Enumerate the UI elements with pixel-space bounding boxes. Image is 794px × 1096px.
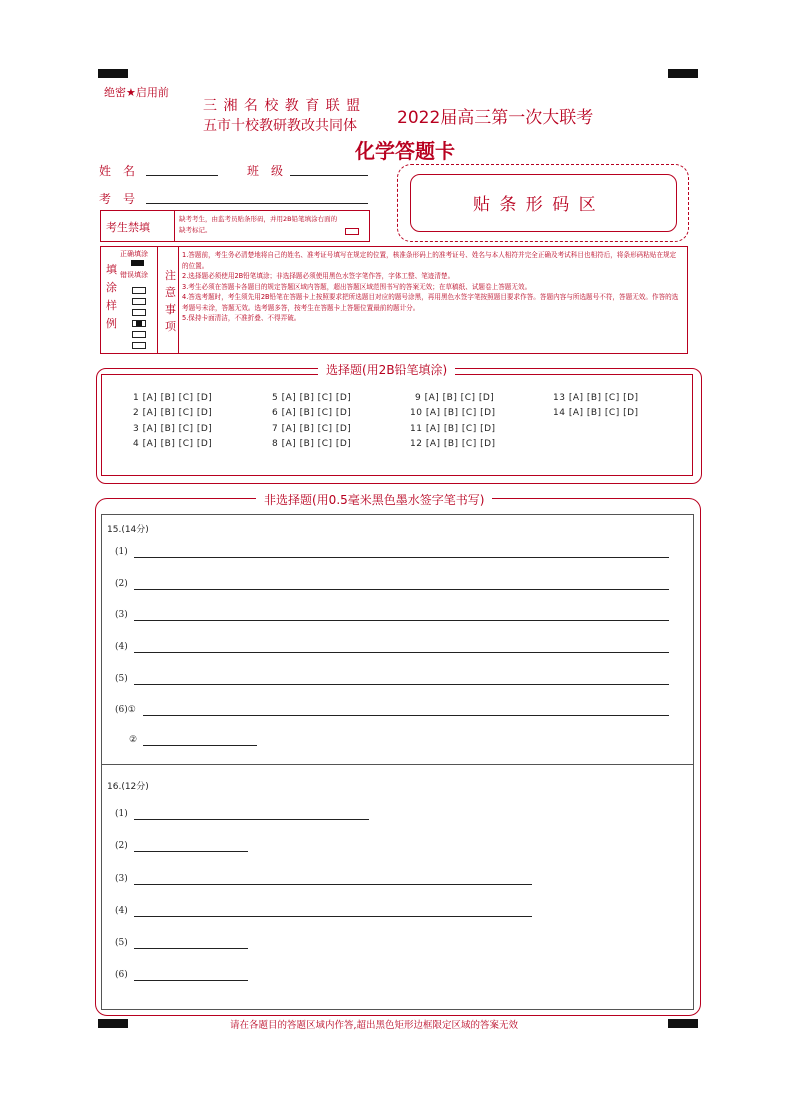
choice-row[interactable]: 8 [A] [B] [C] [D] — [272, 439, 352, 449]
answer-label: (2) — [115, 579, 128, 589]
footer-note: 请在各题目的答题区域内作答,超出黑色矩形边框限定区域的答案无效 — [230, 1020, 519, 1031]
choice-row[interactable]: 10 [A] [B] [C] [D] — [410, 408, 496, 418]
notice-side-char: 注 — [165, 269, 176, 282]
choice-row[interactable]: 2 [A] [B] [C] [D] — [133, 408, 213, 418]
choice-row[interactable]: 4 [A] [B] [C] [D] — [133, 439, 213, 449]
position-mark-bottom-right — [668, 1019, 698, 1028]
answer-label: (6) — [115, 970, 128, 980]
notice-item: 2.选择题必须使用2B铅笔填涂；非选择题必须使用黑色水签字笔作答，字体工整、笔迹清楚。 — [182, 272, 455, 280]
notice-side-label — [165, 267, 177, 335]
answer-label: (3) — [115, 874, 128, 884]
notice-item: 5.保持卡面清洁，不准折叠、不得弄破。 — [182, 314, 301, 322]
answer-line[interactable] — [134, 652, 669, 653]
question-15-title: 15.(14分) — [107, 525, 149, 535]
fill-correct-label: 正确填涂 — [120, 250, 148, 258]
choice-row[interactable]: 7 [A] [B] [C] [D] — [272, 424, 352, 434]
answer-label: (3) — [115, 610, 128, 620]
answer-line[interactable] — [134, 851, 248, 852]
answer-line[interactable] — [134, 557, 669, 558]
answer-line[interactable] — [143, 715, 669, 716]
notice-item: 4.答选考题时，考生须先用2B铅笔在答题卡上按照要求把所选题目对应的题号涂黑，再用黑色水签字笔按照题目要求作答。答题内容与所选题号不符，答题无效。作答的选考题号未涂，答题无效。选考题多答，按考生在答题卡上答题位置最前的题计分。 — [182, 293, 679, 312]
notice-side-char: 事 — [165, 303, 176, 316]
organization-line-2: 五市十校教研教改共同体 — [203, 118, 357, 134]
choice-row[interactable]: 14 [A] [B] [C] [D] — [553, 408, 639, 418]
answer-label: (4) — [115, 642, 128, 652]
exam-id-label: 考 号 — [99, 192, 136, 206]
class-field[interactable] — [290, 175, 368, 176]
name-field[interactable] — [146, 175, 218, 176]
wrong-fill-swatch-slash — [132, 309, 146, 316]
barcode-label: 贴 条 形 码 区 — [473, 195, 598, 215]
question-divider — [101, 764, 693, 765]
nonchoice-title: 非选择题(用0.5毫米黑色墨水签字笔书写) — [256, 491, 492, 508]
choice-row[interactable]: 3 [A] [B] [C] [D] — [133, 424, 213, 434]
fill-example-divider — [157, 247, 158, 353]
absent-mark-box[interactable] — [345, 228, 359, 235]
absent-divider — [174, 211, 175, 241]
wrong-fill-swatch-tick — [132, 287, 146, 294]
exam-name: 2022届高三第一次大联考 — [397, 108, 594, 128]
exam-id-field[interactable] — [146, 203, 368, 204]
absent-text: 缺考考生，由监考员贴条形码，并用2B铅笔填涂右面的缺考标记。 — [179, 215, 338, 234]
answer-label: (1) — [115, 809, 128, 819]
answer-line[interactable] — [134, 684, 669, 685]
answer-line[interactable] — [143, 745, 257, 746]
answer-label: (5) — [115, 938, 128, 948]
notice-divider — [178, 247, 179, 353]
wrong-fill-swatch-circle — [132, 331, 146, 338]
wrong-fill-swatch-empty — [132, 342, 146, 349]
answer-line[interactable] — [134, 589, 669, 590]
answer-line[interactable] — [134, 819, 369, 820]
answer-label: (5) — [115, 674, 128, 684]
choice-row[interactable]: 5 [A] [B] [C] [D] — [272, 393, 352, 403]
answer-line[interactable] — [134, 980, 248, 981]
answer-label: (1) — [115, 547, 128, 557]
choice-title: 选择题(用2B铅笔填涂) — [318, 361, 455, 378]
notice-item: 3.考生必须在答题卡各题目的规定答题区域内答题，超出答题区域范围书写的答案无效；在草稿纸、试题卷上答题无效。 — [182, 282, 532, 291]
wrong-fill-swatch-cross — [132, 298, 146, 305]
absent-label: 考生禁填 — [106, 221, 150, 234]
answer-line[interactable] — [134, 916, 532, 917]
answer-line[interactable] — [134, 620, 669, 621]
answer-line[interactable] — [134, 884, 532, 885]
notice-side-char: 项 — [165, 320, 176, 333]
answer-label: (2) — [115, 841, 128, 851]
answer-label: ② — [129, 735, 138, 745]
fill-side-char: 样 — [106, 299, 117, 312]
absent-box — [100, 210, 370, 242]
notice-side-char: 意 — [165, 286, 176, 299]
page-title: 化学答题卡 — [355, 139, 455, 163]
choice-row[interactable]: 6 [A] [B] [C] [D] — [272, 408, 352, 418]
fill-side-char: 填 — [106, 263, 117, 276]
choice-row[interactable]: 11 [A] [B] [C] [D] — [410, 424, 496, 434]
class-label: 班 级 — [247, 164, 284, 178]
fill-wrong-label: 错误填涂 — [120, 271, 148, 279]
choice-row[interactable]: 12 [A] [B] [C] [D] — [410, 439, 496, 449]
name-label: 姓 名 — [99, 164, 136, 178]
instruction-box — [100, 246, 688, 354]
notice-item: 1.答题前，考生务必清楚地将自己的姓名、准考证号填写在规定的位置，核准条形码上的准考证号、姓名与本人相符并完全正确及考试科目也相符后，将条形码粘贴在规定的位置。 — [182, 251, 677, 270]
answer-line[interactable] — [134, 948, 248, 949]
position-mark-top-right — [668, 69, 698, 78]
choice-row[interactable]: 9 [A] [B] [C] [D] — [415, 393, 495, 403]
choice-row[interactable]: 13 [A] [B] [C] [D] — [553, 393, 639, 403]
fill-side-char: 例 — [106, 317, 117, 330]
answer-label: (6)① — [115, 705, 136, 715]
question-16-title: 16.(12分) — [107, 782, 149, 792]
position-mark-top-left — [98, 69, 128, 78]
notice-list — [182, 250, 682, 324]
fill-side-char: 涂 — [106, 281, 117, 294]
choice-row[interactable]: 1 [A] [B] [C] [D] — [133, 393, 213, 403]
fill-example-side-label — [106, 261, 118, 333]
organization-line-1: 三 湘 名 校 教 育 联 盟 — [203, 98, 362, 114]
secret-label: 绝密★启用前 — [104, 86, 169, 99]
fill-correct-swatch — [131, 260, 144, 266]
position-mark-bottom-left — [98, 1019, 128, 1028]
answer-label: (4) — [115, 906, 128, 916]
wrong-fill-swatch-partial — [132, 320, 146, 327]
